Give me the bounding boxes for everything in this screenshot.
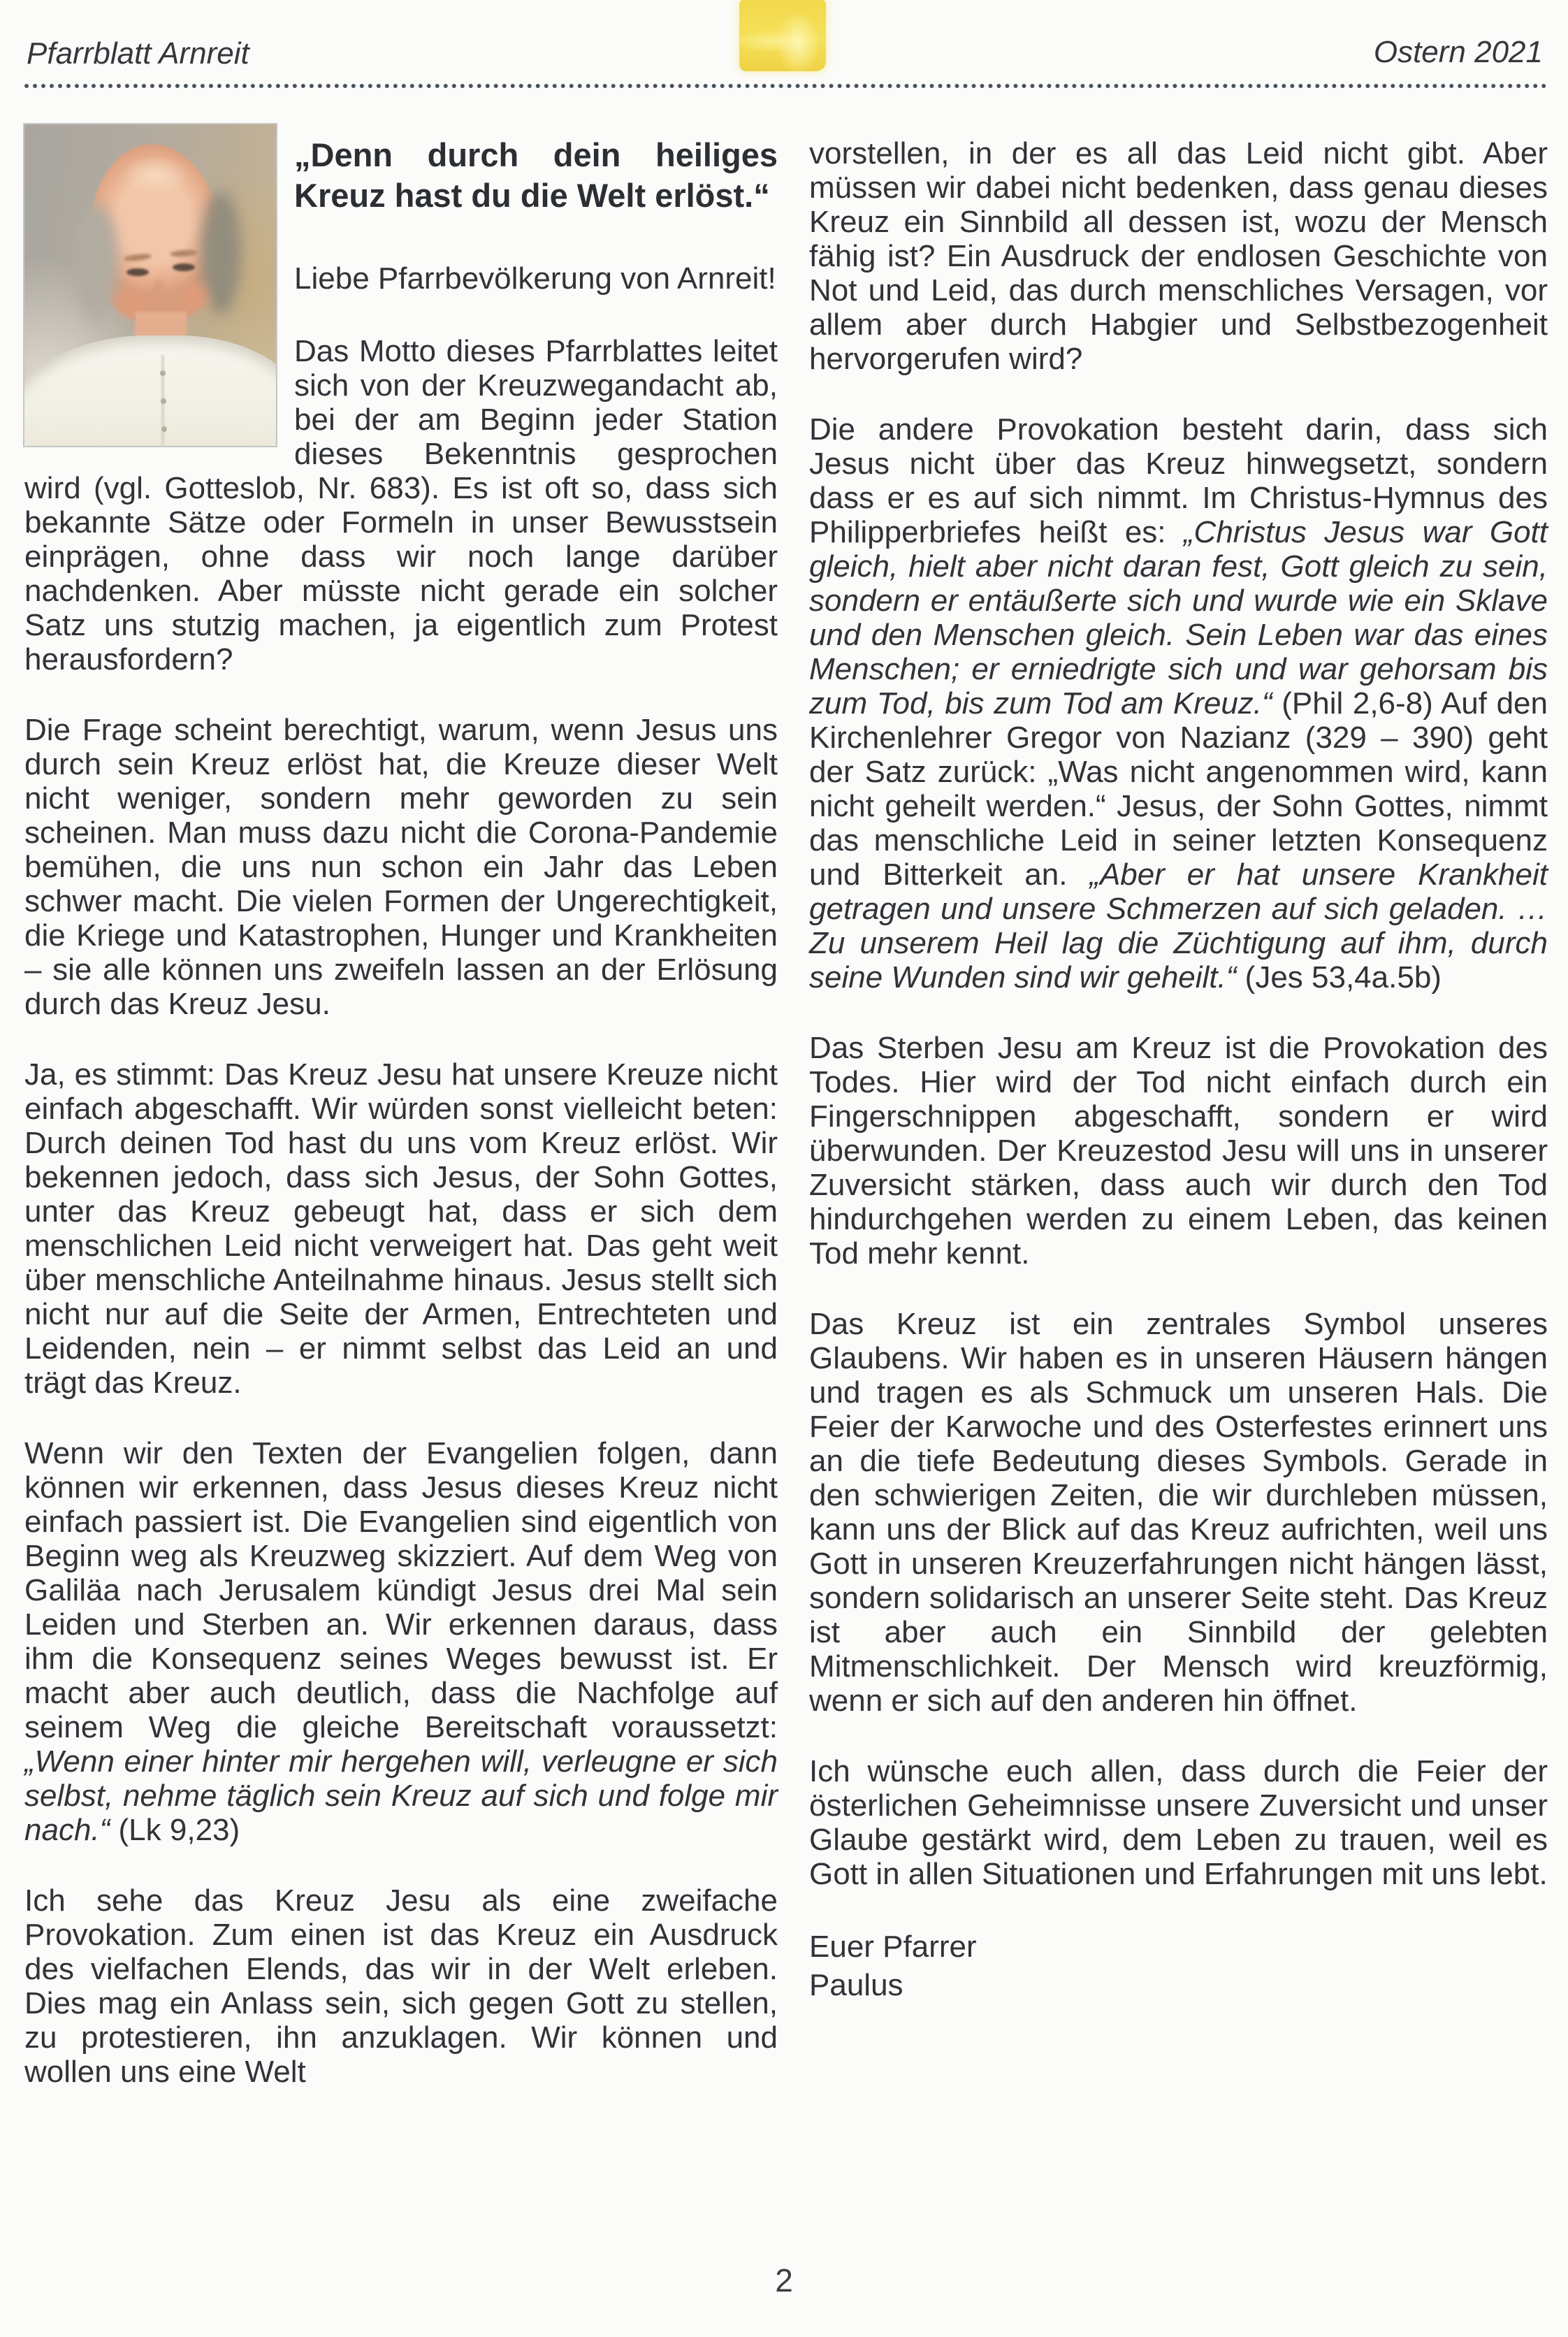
photo-head-highlight (114, 151, 198, 200)
pastor-portrait-photo (24, 124, 276, 446)
left-column-paragraphs (24, 334, 778, 2089)
dotted-divider (24, 84, 1547, 88)
header-publication-title: Pfarrblatt Arnreit (27, 36, 249, 71)
article-body (24, 122, 1548, 2125)
greeting-text: Liebe Pfarrbevölkerung von Arnreit! (294, 261, 776, 296)
candle-image-fragment (739, 0, 826, 71)
paragraph: Wenn wir den Texten der Evangelien folgen, dann können wir erkennen, dass Jesus dieses Kreuz nicht einfach passiert ist. Die Evangelien sind eigentlich von Beginn weg als Kreuzweg skizziert. Auf dem Weg von Galiläa nach Jerusalem kündigt Jesus drei Mal sein Leiden und Sterben an. Wir erkennen daraus, dass ihm die Konsequenz seines Weges bewusst ist. Er macht aber auch deutlich, dass die Nachfolge auf seinem Weg die gleiche Bereitschaft voraussetzt: „Wenn einer hinter mir hergehen will, verleugne er sich selbst, nehme täglich sein Kreuz auf sich und folge mir nach.“ (Lk 9,23) (24, 1436, 778, 1847)
photo-eye-left (126, 268, 149, 276)
paragraph: Die andere Provokation besteht darin, dass sich Jesus nicht über das Kreuz hinwegsetzt, sondern dass er es auf sich nimmt. Im Christus-Hymnus des Philipperbriefes heißt es: „Christus Jesus war Gott gleich, hielt aber nicht daran fest, Gott gleich zu sein, sondern er entäußerte sich und wurde wie ein Sklave und den Menschen gleich. Sein Leben war das eines Menschen; er erniedrigte sich und war gehorsam bis zum Tod, bis zum Tod am Kreuz.“ (Phil 2,6-8) Auf den Kirchenlehrer Gregor von Nazianz (329 – 390) geht der Satz zurück: „Was nicht angenommen wird, kann nicht geheilt werden.“ Jesus, der Sohn Gottes, nimmt das menschliche Leid in seiner letzten Konsequenz und Bitterkeit an. „Aber er hat unsere Krankheit getragen und unsere Schmerzen auf sich geladen. … Zu unserem Heil lag die Züchtigung auf ihm, durch seine Wunden sind wir geheilt.“ (Jes 53,4a.5b) (809, 412, 1548, 994)
right-column-paragraphs (809, 136, 1548, 1891)
paragraph: vorstellen, in der es all das Leid nicht gibt. Aber müssen wir dabei nicht bedenken, dass genau dieses Kreuz ein Sinnbild all dessen ist, wozu der Mensch fähig ist? Ein Ausdruck der endlosen Geschichte von Not und Leid, das durch menschliches Versagen, vor allem aber durch Habgier und Selbstbezogenheit hervorgerufen wird? (809, 136, 1548, 376)
paragraph: Das Sterben Jesu am Kreuz ist die Provokation des Todes. Hier wird der Tod nicht einfach durch ein Fingerschnippen abgeschafft, sondern er wird überwunden. Der Kreuzestod Jesu will uns in unserer Zuversicht stärken, dass auch wir durch den Tod hindurchgehen werden zu einem Leben, das keinen Tod mehr kennt. (809, 1031, 1548, 1271)
photo-white-robe (24, 335, 276, 446)
photo-robe-button (160, 370, 166, 376)
left-column (24, 122, 778, 2125)
paragraph: Ich sehe das Kreuz Jesu als eine zweifache Provokation. Zum einen ist das Kreuz ein Ausdruck des vielfachen Elends, das wir in der Welt erleben. Dies mag ein Anlass sein, sich gegen Gott zu stellen, zu protestieren, ihn anzuklagen. Wir können und wollen uns eine Welt (24, 1883, 778, 2089)
photo-robe-button (161, 426, 167, 432)
photo-hair-left (73, 203, 118, 320)
photo-eye-right (173, 263, 195, 271)
photo-cheek-right (180, 284, 210, 312)
header-issue-label: Ostern 2021 (1373, 35, 1543, 69)
signature-role: Euer Pfarrer (809, 1930, 977, 1964)
signature-block (809, 1927, 1548, 2004)
right-column (809, 122, 1548, 2041)
photo-robe-button (161, 398, 166, 404)
paragraph: Ich wünsche euch allen, dass durch die Feier der österlichen Geheimnisse unsere Zuversicht und unser Glaube gestärkt wird, dem Leben zu trauen, weil es Gott in allen Situationen und Erfahrungen mit uns lebt. (809, 1754, 1548, 1891)
page-number: 2 (775, 2262, 793, 2299)
paragraph: Das Motto dieses Pfarrblattes leitet sich von der Kreuzwegandacht ab, bei der am Beginn jeder Station dieses Bekenntnis gesprochen wird (vgl. Gotteslob, Nr. 683). Es ist oft so, dass sich bekannte Sätze oder Formeln in unser Bewusstsein einprägen, ohne dass wir noch lange darüber nachdenken. Aber müsste nicht gerade ein solcher Satz uns stutzig machen, ja eigentlich zum Protest herausfordern? (24, 334, 778, 676)
paragraph: Ja, es stimmt: Das Kreuz Jesu hat unsere Kreuze nicht einfach abgeschafft. Wir würden sonst vielleicht beten: Durch deinen Tod hast du uns vom Kreuz erlöst. Wir bekennen jedoch, dass sich Jesus, der Sohn Gottes, unter das Kreuz gebeugt hat, dass er sich dem menschlichen Leid nicht verweigert hat. Das geht weit über menschliche Anteilnahme hinaus. Jesus stellt sich nicht nur auf die Seite der Armen, Entrechteten und Leidenden, nein – er nimmt selbst das Leid an und trägt das Kreuz. (24, 1057, 778, 1400)
motto-heading: „Denn durch dein heiliges Kreuz hast du die Welt erlöst.“ (294, 136, 778, 214)
signature-name: Paulus (809, 1968, 903, 2002)
paragraph: Das Kreuz ist ein zentrales Symbol unseres Glaubens. Wir haben es in unseren Häusern hängen und tragen es als Schmuck um unseren Hals. Die Feier der Karwoche und des Osterfestes erinnert uns an die tiefe Bedeutung dieses Symbols. Gerade in den schwierigen Zeiten, die wir durchleben müssen, kann uns der Blick auf das Kreuz aufrichten, weil uns Gott in unseren Kreuzerfahrungen nicht hängen lässt, sondern solidarisch an unserer Seite steht. Das Kreuz ist aber auch ein Sinnbild der gelebten Mitmenschlichkeit. Der Mensch wird kreuzförmig, wenn er sich auf den anderen hin öffnet. (809, 1307, 1548, 1718)
paragraph: Die Frage scheint berechtigt, warum, wenn Jesus uns durch sein Kreuz erlöst hat, die Kreuze dieser Welt nicht weniger, sondern mehr geworden zu sein scheinen. Man muss dazu nicht die Corona-Pandemie bemühen, die uns nun schon ein Jahr das Leben schwer macht. Die vielen Formen der Ungerechtigkeit, die Kriege und Katastrophen, Hunger und Krankheiten – sie alle können uns zweifeln lassen an der Erlösung durch das Kreuz Jesu. (24, 713, 778, 1021)
